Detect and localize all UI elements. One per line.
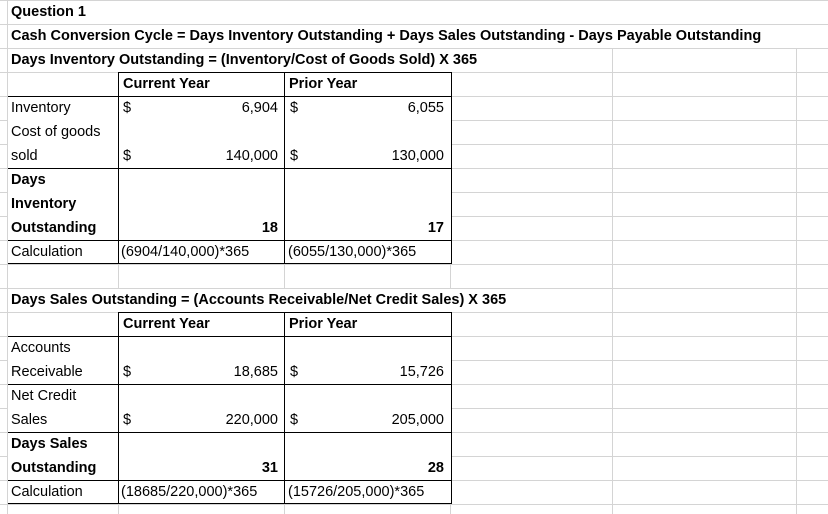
dio-formula: Days Inventory Outstanding = (Inventory/Cost of Goods Sold) X 365: [11, 52, 478, 68]
dso-col-prior: Prior Year: [289, 316, 358, 332]
ar-label: Accounts: [11, 340, 71, 356]
ar-current: 18,685: [233, 364, 278, 380]
inventory-prior: 6,055: [407, 100, 444, 116]
inventory-current: 6,904: [241, 100, 278, 116]
dso-days-current: 31: [261, 460, 278, 476]
dso-days-label: Days Sales: [11, 436, 88, 452]
dio-col-current: Current Year: [123, 76, 210, 92]
cogs-label: sold: [11, 148, 38, 164]
dio-days-current: 18: [261, 220, 278, 236]
grid-line: [612, 0, 613, 514]
dio-calc-current: (6904/140,000)*365: [121, 244, 250, 260]
ar-label: Receivable: [11, 364, 83, 380]
calc-label: Calculation: [11, 244, 83, 260]
currency-symbol: $: [123, 100, 132, 116]
ccc-formula: Cash Conversion Cycle = Days Inventory Outstanding + Days Sales Outstanding - Days Payable Outstanding: [11, 28, 762, 44]
cogs-label: Cost of goods: [11, 124, 101, 140]
dio-calc-prior: (6055/130,000)*365: [288, 244, 417, 260]
currency-symbol: $: [123, 364, 132, 380]
dso-col-current: Current Year: [123, 316, 210, 332]
dio-days-label: Inventory: [11, 196, 77, 212]
ncs-prior: 205,000: [391, 412, 444, 428]
dio-days-label: Outstanding: [11, 220, 97, 236]
ncs-label: Sales: [11, 412, 48, 428]
cogs-current: 140,000: [225, 148, 278, 164]
ncs-current: 220,000: [225, 412, 278, 428]
currency-symbol: $: [123, 412, 132, 428]
inventory-label: Inventory: [11, 100, 71, 116]
ncs-label: Net Credit: [11, 388, 77, 404]
question-title: Question 1: [11, 4, 86, 20]
currency-symbol: $: [290, 100, 299, 116]
currency-symbol: $: [290, 412, 299, 428]
currency-symbol: $: [123, 148, 132, 164]
currency-symbol: $: [290, 364, 299, 380]
dso-days-label: Outstanding: [11, 460, 97, 476]
dio-days-label: Days: [11, 172, 46, 188]
ar-prior: 15,726: [399, 364, 444, 380]
dso-calc-prior: (15726/205,000)*365: [288, 484, 425, 500]
dso-calc-current: (18685/220,000)*365: [121, 484, 258, 500]
grid-line: [796, 0, 797, 514]
dso-days-prior: 28: [427, 460, 444, 476]
dio-days-prior: 17: [427, 220, 444, 236]
calc-label: Calculation: [11, 484, 83, 500]
dso-formula: Days Sales Outstanding = (Accounts Receivable/Net Credit Sales) X 365: [11, 292, 507, 308]
currency-symbol: $: [290, 148, 299, 164]
dio-col-prior: Prior Year: [289, 76, 358, 92]
cogs-prior: 130,000: [391, 148, 444, 164]
